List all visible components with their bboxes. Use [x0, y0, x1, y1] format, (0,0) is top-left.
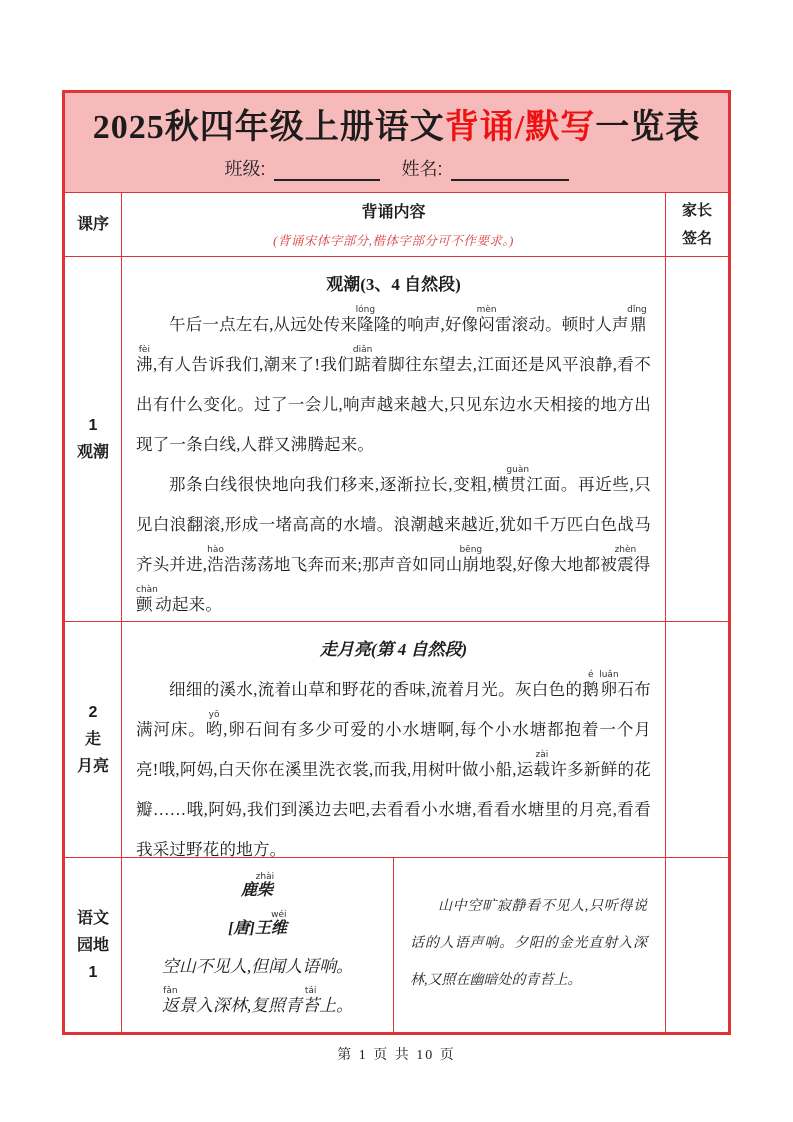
column-header-parent-sign — [666, 193, 728, 256]
lesson-label-1 — [65, 257, 122, 621]
parent-sign-cell-3[interactable] — [666, 858, 728, 1032]
poem-translation: 山中空旷寂静看不见人,只听得说话的人语声响。夕阳的金光直射入深林,又照在幽暗处的青苔上。 — [410, 899, 647, 988]
title-part-black-1: 2025秋四年级上册语文 — [92, 108, 445, 146]
class-label: 班级: — [224, 158, 266, 179]
table-header-row — [65, 193, 728, 257]
title-part-black-2: 一览表 — [595, 108, 701, 146]
poem-line: 空山不见人,但闻人语响。 — [161, 957, 354, 976]
lesson-title: 走 — [84, 731, 101, 748]
lesson-label-3 — [65, 858, 122, 1032]
paragraph: 那条白线很快地向我们移来,逐渐拉长,变粗,横贯guàn江面。再近些,只见白浪翻滚,形成一堵高高的水墙。浪潮越来越近,犹如千万匹白色战马齐头并进,浩hào浩荡荡地飞奔而来;那声音如同山崩bēng地裂,好像大地都被震zhèn得颤chàn动起来。 — [136, 465, 651, 614]
table-row-yuwenyuandi — [65, 858, 728, 1032]
class-name-line — [224, 155, 568, 181]
content-cell-yuwenyuandi — [122, 858, 666, 1032]
lesson-number: 2 — [88, 704, 98, 721]
page-footer: 第 1 页 共 10 页 — [337, 1048, 456, 1063]
class-blank-field[interactable] — [274, 161, 380, 181]
lesson-number: 1 — [88, 963, 98, 981]
lesson-label-2 — [65, 622, 122, 857]
column-header-content — [122, 193, 666, 256]
recitation-table — [62, 90, 731, 1035]
name-blank-field[interactable] — [451, 161, 569, 181]
poem-cell — [122, 858, 394, 1032]
sign-header-line-2: 签名 — [681, 229, 712, 247]
lesson-number: 1 — [88, 417, 98, 434]
sign-header-line-1: 家长 — [681, 201, 712, 219]
table-row-guanchao — [65, 257, 728, 622]
lesson-title: 观潮 — [76, 444, 109, 461]
paragraph: 细细的溪水,流着山草和野花的香味,流着月光。灰白色的鹅é卵luǎn石布满河床。哟yō,卵石间有多少可爱的小水塘啊,每个小水塘都抱着一个月亮!哦,阿妈,白天你在溪里洗衣裳,而我,用树叶做小船,运载zài许多新鲜的花瓣……哦,阿妈,我们到溪边去吧,去看看小水塘,看看水塘里的月亮,看看我采过野花的地方。 — [136, 670, 652, 859]
lesson-title: 园地 — [76, 936, 109, 954]
parent-sign-cell-1[interactable] — [666, 257, 728, 621]
lesson-title: 语文 — [76, 909, 109, 927]
content-cell-guanchao — [122, 257, 666, 621]
poem-title: 鹿柴zhài — [240, 872, 275, 899]
column-header-lesson: 课序 — [65, 193, 122, 256]
table-body — [65, 193, 728, 1032]
poem-line: 返fǎn景入深林,复照青苔tái上。 — [161, 986, 354, 1015]
content-header-note: (背诵宋体字部分,楷体字部分可不作要求。) — [273, 233, 514, 248]
piece-title-zouyueliang: 走月亮(第 4 自然段) — [319, 640, 468, 659]
lesson-title: 月亮 — [76, 758, 109, 775]
title-part-red: 背诵/默写 — [444, 108, 596, 146]
table-row-zouyueliang — [65, 622, 728, 858]
title-banner — [65, 93, 728, 193]
piece-title-guanchao: 观潮(3、4 自然段) — [326, 275, 461, 294]
paragraph: 午后一点左右,从远处传来隆lóng隆的响声,好像闷mèn雷滚动。顿时人声鼎dǐng沸fèi,有人告诉我们,潮来了!我们踮diǎn着脚往东望去,江面还是风平浪静,看不出有什么变化。过了一会儿,响声越来越大,只见东边水天相接的地方出现了一条白线,人群又沸腾起来。 — [136, 305, 651, 454]
parent-sign-cell-2[interactable] — [666, 622, 728, 857]
poem-author: [唐]王维wéi — [228, 910, 287, 937]
page-title — [93, 107, 700, 149]
name-label: 姓名: — [401, 158, 443, 179]
content-cell-zouyueliang — [122, 622, 666, 857]
content-header-label: 背诵内容 — [361, 203, 426, 221]
